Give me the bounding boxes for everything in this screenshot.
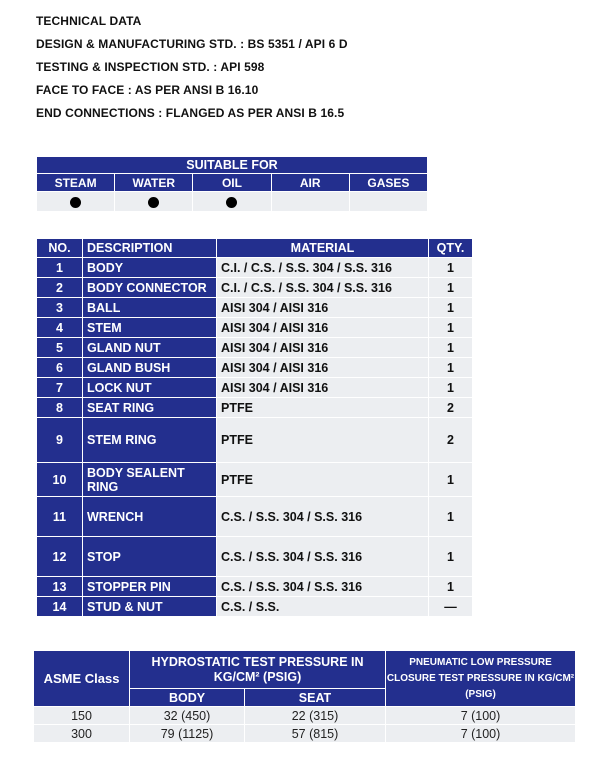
suitable-dot-icon — [226, 197, 237, 208]
pressure-table — [33, 650, 576, 743]
parts-row — [37, 577, 473, 597]
part-description: BODY SEALENT RING — [83, 463, 217, 497]
part-description: SEAT RING — [83, 398, 217, 418]
part-qty: 1 — [429, 278, 473, 298]
part-qty: 1 — [429, 298, 473, 318]
part-description: STOP — [83, 537, 217, 577]
part-number: 8 — [37, 398, 83, 418]
media-label: WATER — [115, 174, 193, 192]
part-qty: 1 — [429, 338, 473, 358]
pneumatic-pressure: 7 (100) — [386, 707, 576, 725]
part-number: 7 — [37, 378, 83, 398]
parts-row — [37, 418, 473, 463]
part-number: 13 — [37, 577, 83, 597]
part-number: 11 — [37, 497, 83, 537]
body-pressure: 79 (1125) — [130, 725, 245, 743]
class-value: 300 — [34, 725, 130, 743]
media-label: AIR — [271, 174, 349, 192]
part-qty: 2 — [429, 418, 473, 463]
technical-data-title: TECHNICAL DATA — [36, 14, 142, 28]
part-material: C.S. / S.S. 304 / S.S. 316 — [217, 577, 429, 597]
seat-pressure: 22 (315) — [245, 707, 386, 725]
part-material: C.S. / S.S. 304 / S.S. 316 — [217, 497, 429, 537]
part-number: 6 — [37, 358, 83, 378]
class-value: 150 — [34, 707, 130, 725]
part-description: BODY — [83, 258, 217, 278]
parts-row — [37, 398, 473, 418]
face-to-face: FACE TO FACE : AS PER ANSI B 16.10 — [36, 83, 259, 97]
part-material: AISI 304 / AISI 316 — [217, 378, 429, 398]
seat-header: SEAT — [245, 689, 386, 707]
part-description: GLAND NUT — [83, 338, 217, 358]
part-description: BALL — [83, 298, 217, 318]
part-number: 14 — [37, 597, 83, 617]
media-label: OIL — [193, 174, 271, 192]
media-cell — [193, 192, 271, 212]
part-description: LOCK NUT — [83, 378, 217, 398]
part-qty: 1 — [429, 577, 473, 597]
parts-row — [37, 278, 473, 298]
parts-table — [36, 238, 473, 617]
seat-pressure: 57 (815) — [245, 725, 386, 743]
part-number: 1 — [37, 258, 83, 278]
parts-row — [37, 338, 473, 358]
part-number: 10 — [37, 463, 83, 497]
media-cell — [37, 192, 115, 212]
parts-row — [37, 258, 473, 278]
asme-class-header: ASME Class — [34, 651, 130, 707]
part-material: PTFE — [217, 418, 429, 463]
part-description: STEM — [83, 318, 217, 338]
part-material: AISI 304 / AISI 316 — [217, 358, 429, 378]
suitable-for-table — [36, 156, 428, 212]
part-material: AISI 304 / AISI 316 — [217, 298, 429, 318]
header-no: NO. — [37, 239, 83, 258]
parts-row — [37, 537, 473, 577]
media-cell — [271, 192, 349, 212]
part-description: STEM RING — [83, 418, 217, 463]
body-header: BODY — [130, 689, 245, 707]
body-pressure: 32 (450) — [130, 707, 245, 725]
part-material: C.I. / C.S. / S.S. 304 / S.S. 316 — [217, 258, 429, 278]
suitable-dot-icon — [70, 197, 81, 208]
part-number: 3 — [37, 298, 83, 318]
pneumatic-pressure: 7 (100) — [386, 725, 576, 743]
part-material: C.S. / S.S. — [217, 597, 429, 617]
parts-row — [37, 497, 473, 537]
part-number: 4 — [37, 318, 83, 338]
part-material: C.I. / C.S. / S.S. 304 / S.S. 316 — [217, 278, 429, 298]
part-description: WRENCH — [83, 497, 217, 537]
part-qty: 1 — [429, 378, 473, 398]
part-qty: 1 — [429, 537, 473, 577]
parts-row — [37, 298, 473, 318]
part-qty: 2 — [429, 398, 473, 418]
part-description: BODY CONNECTOR — [83, 278, 217, 298]
technical-data-block — [36, 12, 476, 127]
suitable-for-title: SUITABLE FOR — [37, 157, 428, 174]
parts-row — [37, 358, 473, 378]
suitable-dot-icon — [148, 197, 159, 208]
media-label: GASES — [349, 174, 427, 192]
pneumatic-header: PNEUMATIC LOW PRESSURE CLOSURE TEST PRESSURE IN KG/CM² (PSIG) — [386, 651, 576, 707]
part-material: AISI 304 / AISI 316 — [217, 318, 429, 338]
testing-standard: TESTING & INSPECTION STD. : API 598 — [36, 60, 265, 74]
part-material: C.S. / S.S. 304 / S.S. 316 — [217, 537, 429, 577]
parts-row — [37, 463, 473, 497]
part-qty: 1 — [429, 358, 473, 378]
part-number: 5 — [37, 338, 83, 358]
media-cell — [115, 192, 193, 212]
parts-row — [37, 597, 473, 617]
header-material: MATERIAL — [217, 239, 429, 258]
part-material: AISI 304 / AISI 316 — [217, 338, 429, 358]
media-cell — [349, 192, 427, 212]
part-qty: 1 — [429, 463, 473, 497]
part-material: PTFE — [217, 463, 429, 497]
design-standard: DESIGN & MANUFACTURING STD. : BS 5351 / API 6 D — [36, 37, 348, 51]
part-number: 9 — [37, 418, 83, 463]
part-qty: 1 — [429, 258, 473, 278]
parts-row — [37, 318, 473, 338]
media-label: STEAM — [37, 174, 115, 192]
header-description: DESCRIPTION — [83, 239, 217, 258]
part-description: GLAND BUSH — [83, 358, 217, 378]
part-qty: 1 — [429, 497, 473, 537]
part-qty: 1 — [429, 318, 473, 338]
part-number: 2 — [37, 278, 83, 298]
hydrostatic-header: HYDROSTATIC TEST PRESSURE IN KG/CM² (PSIG) — [130, 651, 386, 689]
part-material: PTFE — [217, 398, 429, 418]
parts-row — [37, 378, 473, 398]
end-connections: END CONNECTIONS : FLANGED AS PER ANSI B 16.5 — [36, 106, 345, 120]
part-description: STUD & NUT — [83, 597, 217, 617]
part-number: 12 — [37, 537, 83, 577]
part-qty: — — [429, 597, 473, 617]
parts-body — [37, 258, 473, 617]
header-qty: QTY. — [429, 239, 473, 258]
part-description: STOPPER PIN — [83, 577, 217, 597]
